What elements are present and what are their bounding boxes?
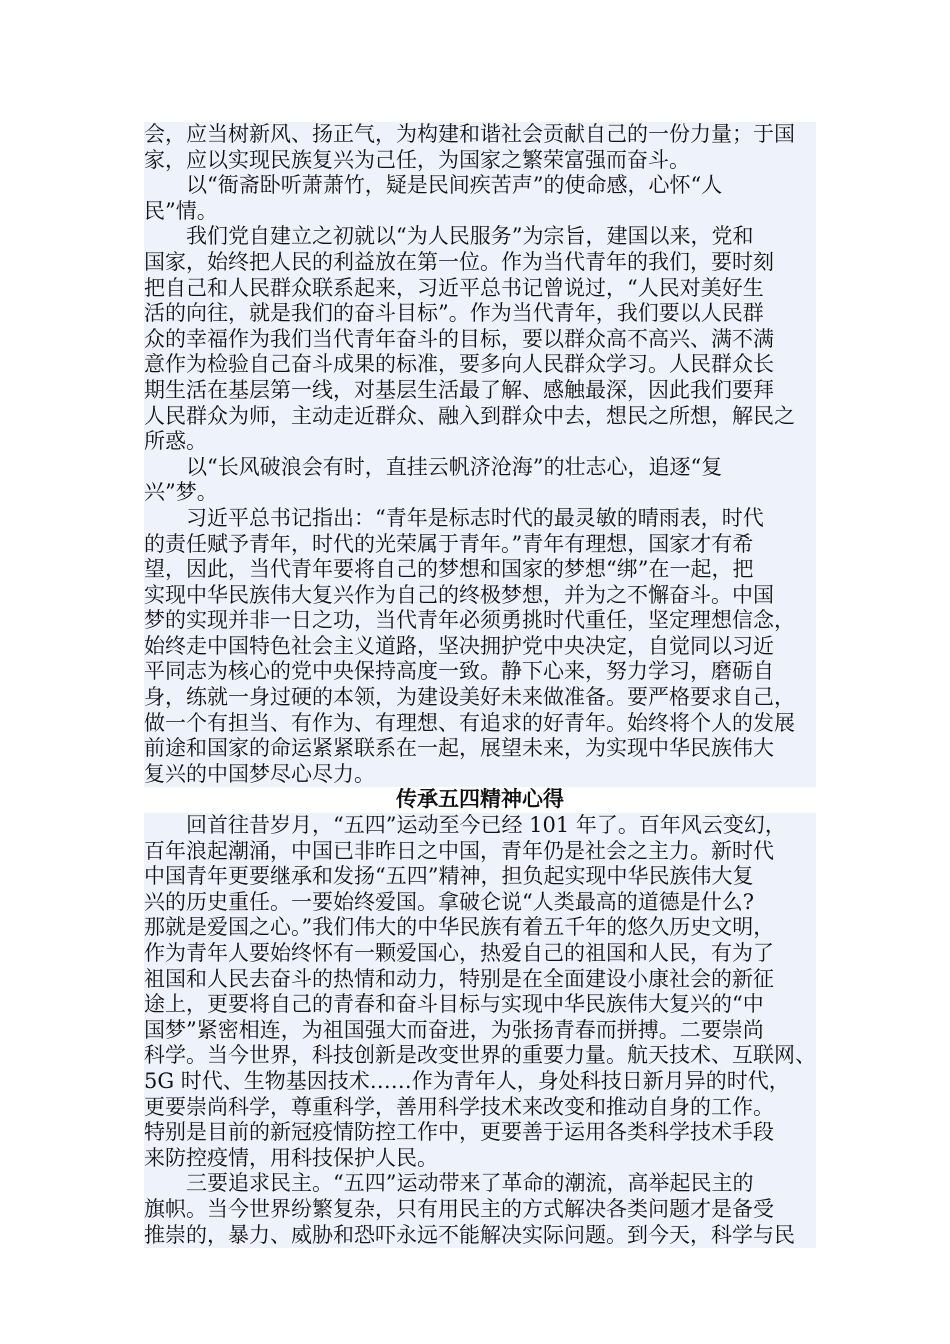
text-line: 平同志为核心的党中央保持高度一致。静下心来，努力学习，磨砺自 <box>144 659 816 685</box>
text-line: 祖国和人民去奋斗的热情和动力，特别是在全面建设小康社会的新征 <box>144 967 816 993</box>
text-line: 国梦”紧密相连，为祖国强大而奋进，为张扬青春而拼搏。二要崇尚 <box>144 1018 816 1044</box>
text-line: 众的幸福作为我们当代青年奋斗的目标，要以群众高不高兴、满不满 <box>144 327 816 353</box>
text-line: 活的向往，就是我们的奋斗目标”。作为当代青年，我们要以人民群 <box>144 301 816 327</box>
text-line: 科学。当今世界，科技创新是改变世界的重要力量。航天技术、互联网、 <box>144 1043 816 1068</box>
text-line: 百年浪起潮涌，中国已非昨日之中国，青年仍是社会之主力。新时代 <box>144 839 816 865</box>
text-line: 做一个有担当、有作为、有理想、有追求的好青年。始终将个人的发展 <box>144 711 816 737</box>
text-line: 兴”梦。 <box>144 480 816 506</box>
text-line: 推崇的，暴力、威胁和恐吓永远不能解决实际问题。到今天，科学与民 <box>144 1223 816 1249</box>
text-line: 期生活在基层第一线，对基层生活最了解、感触最深，因此我们要拜 <box>144 378 816 404</box>
text-line: 家，应以实现民族复兴为己任，为国家之繁荣富强而奋斗。 <box>144 148 816 174</box>
text-line: 望，因此，当代青年要将自己的梦想和国家的梦想“绑”在一起，把 <box>144 557 816 583</box>
text-line: 作为青年人要始终怀有一颗爱国心，热爱自己的祖国和人民，有为了 <box>144 941 816 967</box>
text-line: 中国青年更要继承和发扬“五四”精神，担负起实现中华民族伟大复 <box>144 864 816 890</box>
text-line: 回首往昔岁月，“五四”运动至今已经 101 年了。百年风云变幻， <box>144 813 816 839</box>
text-line: 人民群众为师，主动走近群众、融入到群众中去，想民之所想，解民之 <box>144 404 816 430</box>
text-line: 民”情。 <box>144 199 816 225</box>
text-line: 会，应当树新风、扬正气，为构建和谐社会贡献自己的一份力量；于国 <box>144 122 816 148</box>
text-line: 所惑。 <box>144 429 816 455</box>
text-line: 意作为检验自己奋斗成果的标准，要多向人民群众学习。人民群众长 <box>144 352 816 378</box>
text-line: 以“衙斋卧听萧萧竹，疑是民间疾苦声”的使命感，心怀“人 <box>144 173 816 199</box>
text-line: 更要崇尚科学，尊重科学，善用科学技术来改变和推动自身的工作。 <box>144 1095 816 1121</box>
text-line: 兴的历史重任。一要始终爱国。拿破仑说“人类最高的道德是什么? <box>144 890 816 916</box>
text-line: 5G 时代、生物基因技术……作为青年人，身处科技日新月异的时代， <box>144 1069 816 1095</box>
document-body <box>144 122 816 1248</box>
text-line: 始终走中国特色社会主义道路，坚决拥护党中央决定，自觉同以习近 <box>144 634 816 660</box>
text-line: 习近平总书记指出：“青年是标志时代的最灵敏的晴雨表，时代 <box>144 506 816 532</box>
text-line: 梦的实现并非一日之功，当代青年必须勇挑时代重任，坚定理想信念， <box>144 608 816 634</box>
section-heading: 传承五四精神心得 <box>396 787 564 812</box>
text-line: 特别是目前的新冠疫情防控工作中，更要善于运用各类科学技术手段 <box>144 1120 816 1146</box>
text-line: 实现中华民族伟大复兴作为自己的终极梦想，并为之不懈奋斗。中国 <box>144 583 816 609</box>
text-line: 国家，始终把人民的利益放在第一位。作为当代青年的我们，要时刻 <box>144 250 816 276</box>
text-line: 三要追求民主。“五四”运动带来了革命的潮流，高举起民主的 <box>144 1171 816 1197</box>
text-line: 旗帜。当今世界纷繁复杂，只有用民主的方式解决各类问题才是备受 <box>144 1197 816 1223</box>
text-line: 以“长风破浪会有时，直挂云帆济沧海”的壮志心，追逐“复 <box>144 455 816 481</box>
text-line: 我们党自建立之初就以“为人民服务”为宗旨，建国以来，党和 <box>144 224 816 250</box>
text-line: 复兴的中国梦尽心尽力。 <box>144 762 816 788</box>
text-line: 身，练就一身过硬的本领，为建设美好未来做准备。要严格要求自己， <box>144 685 816 711</box>
text-line: 前途和国家的命运紧紧联系在一起，展望未来，为实现中华民族伟大 <box>144 736 816 762</box>
text-line: 途上，更要将自己的青春和奋斗目标与实现中华民族伟大复兴的“中 <box>144 992 816 1018</box>
text-line: 那就是爱国之心。”我们伟大的中华民族有着五千年的悠久历史文明， <box>144 915 816 941</box>
text-line: 把自己和人民群众联系起来，习近平总书记曾说过，“人民对美好生 <box>144 276 816 302</box>
text-line: 的责任赋予青年，时代的光荣属于青年。”青年有理想，国家才有希 <box>144 532 816 558</box>
text-line: 来防控疫情，用科技保护人民。 <box>144 1146 816 1172</box>
